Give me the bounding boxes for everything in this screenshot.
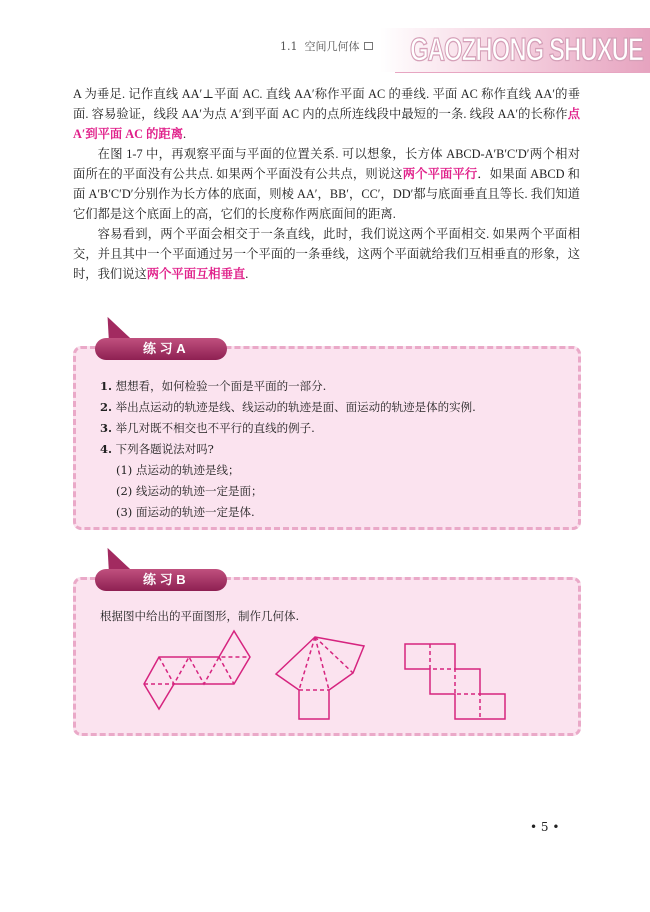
series-logo: GAOZHONG SHUXUE [410,32,644,69]
text: 在图 1-7 中，再观察平面与平面的位置关系. 可以想象，长方体 ABCD-A′B′C′D′两个相对面所在的平面没有公共点. 如果两个平面没有公共点，则说这 [73,147,580,181]
section-number: 1.1 [280,40,298,53]
section-title: 空间几何体 [304,40,360,53]
exercise-item: 3. 举几对既不相交也不平行的直线的例子. [100,421,315,435]
cube-net [405,644,505,719]
exercise-b-text: 根据图中给出的平面图形，制作几何体. [100,609,300,623]
exercise-b-title: 练 习 B [95,569,227,591]
key-term: 点 A′到平面 AC 的距离 [73,107,580,141]
text: . [183,127,187,141]
exercise-item: 1. 想想看，如何检验一个面是平面的一部分. [100,379,327,393]
key-term: 两个平面平行 [402,167,478,181]
pyramid-net [276,637,364,719]
text: . [245,267,249,281]
exercise-a-title: 练 习 A [95,338,227,360]
exercise-subitem: (2) 线运动的轨迹一定是面； [116,484,263,498]
exercise-item: 2. 举出点运动的轨迹是线、线运动的轨迹是面、面运动的轨迹是体的实例. [100,400,476,414]
text: 容易看到，两个平面会相交于一条直线，此时，我们说这两个平面相交. 如果两个平面相交，并且其中一个平面通过另一个平面的一条垂线，这两个平面就给我们互相垂直的形象，这时，我们说这 [73,227,580,281]
exercise-item: 4. 下列各题说法对吗? [100,442,214,456]
page-number: • 5 • [530,820,560,834]
text: ．如果面 ABCD 和面 A′B′C′D′分别作为长方体的底面，则棱 AA′，BB′，CC′，DD′都与底面垂直且等长. 我们知道它们都是这个底面上的高，它们的长度称作两底面间的距离. [73,167,580,221]
triangular-prism-net [144,631,250,709]
exercise-subitem: (1) 点运动的轨迹是线； [116,463,240,477]
exercise-subitem: (3) 面运动的轨迹一定是体. [116,505,255,519]
text: A 为垂足. 记作直线 AA′⊥平面 AC. 直线 AA′称作平面 AC 的垂线. 平面 AC 称作直线 AA′的垂面. 容易验证，线段 AA′为点 A′到平面 AC 内的点所连线段中最短的一条. 线段 AA′的长称作 [73,87,580,121]
key-term: 两个平面互相垂直 [146,267,246,281]
